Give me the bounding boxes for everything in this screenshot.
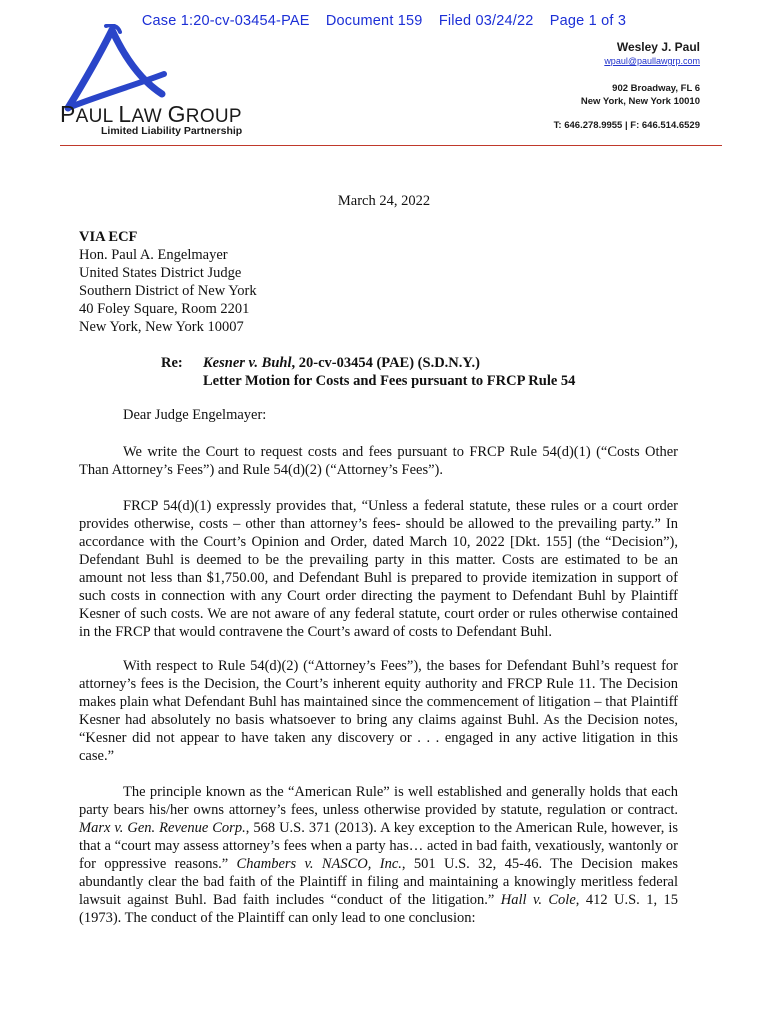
re-line: [161, 354, 575, 390]
address-line-1: 902 Broadway, FL 6: [612, 83, 700, 94]
body-paragraph-2: FRCP 54(d)(1) expressly provides that, “Unless a federal statute, these rules or a court order provides otherwise, costs – other than attorney’s fees- should be allowed to the prevailing party.” In accordance with the Court’s Opinion and Order, dated March 10, 2022 [Dkt. 155] (the “Decision”), Defendant Buhl is deemed to be the prevailing party in this matter. Costs are estimated to be an amount not less than $1,750.00, and Defendant Buhl is prepared to provide itemization in support of such costs in connection with any Court order directing the payment to Defendant Buhl by Plaintiff Kesner of such costs. We are not aware of any federal statute, court order or rules otherwise contained in the FRCP that would contravene the Court’s award of costs to Defendant Buhl.: [79, 498, 678, 640]
ecf-page-count: Page 1 of 3: [549, 13, 627, 29]
recipient-line: United States District Judge: [79, 265, 242, 281]
firm-subtitle: Limited Liability Partnership: [101, 125, 243, 137]
firm-name: PAUL LAW GROUP: [60, 101, 242, 127]
citation: Marx v. Gen. Revenue Corp.: [79, 820, 246, 836]
body-paragraph-1: We write the Court to request costs and fees pursuant to FRCP Rule 54(d)(1) (“Costs Other Than Attorney’s Fees”) and Rule 54(d)(2) (“Attorney’s Fees”).: [79, 444, 678, 478]
attorney-name: Wesley J. Paul: [616, 40, 700, 54]
recipient-block: [79, 228, 257, 336]
letter-date: March 24, 2022: [337, 193, 431, 209]
recipient-line: New York, New York 10007: [79, 319, 244, 335]
email-link[interactable]: wpaul@paullawgrp.com: [604, 56, 700, 66]
phone-fax: T: 646.278.9955 | F: 646.514.6529: [553, 120, 700, 131]
body-paragraph-3: With respect to Rule 54(d)(2) (“Attorney’s Fees”), the bases for Defendant Buhl’s request for attorney’s fees is the Decision, the Court’s inherent equity authority and FRCP Rule 11. The Decision makes plain what Defendant Buhl has maintained since the commencement of litigation – that Plaintiff Kesner had absolutely no basis whatsoever to bring any claims against Buhl. As the Decision notes, “Kesner did not appear to have taken any discovery or . . . engaged in any active litigation in this case.”: [79, 658, 678, 764]
letterhead-divider: [60, 145, 722, 146]
citation: Chambers v. NASCO, Inc.: [236, 856, 402, 872]
re-case-number: , 20-cv-03454 (PAE) (S.D.N.Y.): [291, 355, 480, 371]
citation: Hall v. Cole: [500, 892, 576, 908]
recipient-line: Hon. Paul A. Engelmayer: [79, 247, 228, 263]
ecf-case-number: Case 1:20-cv-03454-PAE: [141, 13, 310, 29]
salutation: Dear Judge Engelmayer:: [123, 407, 267, 423]
address-line-2: New York, New York 10010: [580, 96, 700, 107]
recipient-line: Southern District of New York: [79, 283, 257, 299]
ecf-filed-date: Filed 03/24/22: [438, 13, 534, 29]
recipient-line: 40 Foley Square, Room 2201: [79, 301, 250, 317]
body-paragraph-4: The principle known as the “American Rule” is well established and generally holds that each party bears his/her owns attorney’s fees, unless otherwise provided by statute, regulation or contract. Marx v. Gen. Revenue Corp., 568 U.S. 371 (2013). A key exception to the American Rule, however, is that a “court may assess attorney’s fees when a party has… acted in bad faith, vexatiously, wantonly or for oppressive reasons.” Chambers v. NASCO, Inc., 501 U.S. 32, 45-46. The Decision makes abundantly clear the bad faith of the Plaintiff in filing and maintaining a knowingly meritless federal lawsuit against Buhl. Bad faith includes “conduct of the litigation.” Hall v. Cole, 412 U.S. 1, 15 (1973). The conduct of the Plaintiff can only lead to one conclusion:: [79, 784, 679, 926]
contact-block: [554, 40, 700, 132]
via-ecf: VIA ECF: [79, 229, 138, 245]
re-case-name: Kesner v. Buhl: [203, 355, 292, 371]
re-subject: Letter Motion for Costs and Fees pursuant to FRCP Rule 54: [203, 373, 576, 389]
ecf-document-number: Document 159: [325, 13, 423, 29]
re-label: Re:: [161, 355, 183, 371]
